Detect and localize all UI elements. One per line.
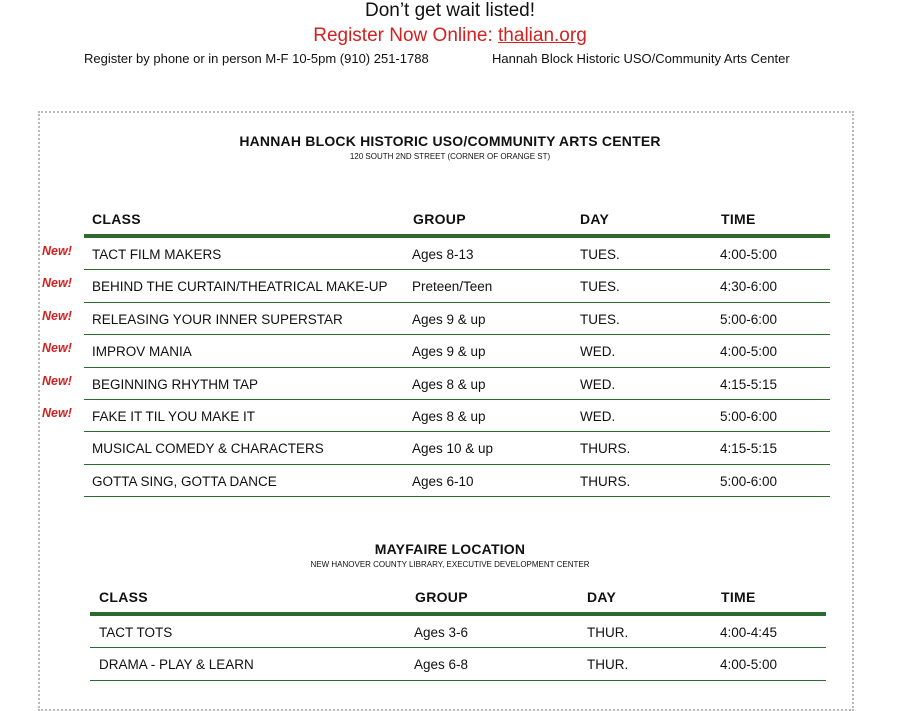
cell-class: MUSICAL COMEDY & CHARACTERS	[92, 441, 324, 457]
new-badge: New!	[42, 341, 72, 356]
tagline: Don’t get wait listed!	[364, 0, 536, 21]
table-row	[84, 465, 830, 497]
cell-group: Ages 6-8	[414, 657, 469, 673]
cell-time: 4:00-4:45	[720, 625, 778, 640]
cell-class: BEGINNING RHYTHM TAP	[92, 376, 259, 392]
cell-day: TUES.	[580, 311, 620, 327]
table-row	[42, 238, 830, 270]
cell-group: Ages 6-10	[412, 473, 474, 489]
schedule-table-hannah-block	[42, 202, 830, 497]
cell-group: Ages 8-13	[412, 247, 474, 262]
table-row	[90, 616, 826, 648]
cell-day: THUR.	[587, 657, 629, 673]
table-body	[42, 238, 830, 497]
table-header	[84, 202, 830, 238]
column-header-day: DAY	[587, 589, 617, 605]
column-header-time: TIME	[721, 589, 756, 605]
column-header-time: TIME	[721, 211, 756, 227]
cell-time: 4:00-5:00	[720, 657, 778, 673]
section-address-hannah-block: 120 SOUTH 2ND STREET (CORNER OF ORANGE ST)	[349, 152, 551, 161]
phone-registration-info: Register by phone or in person M-F 10-5pm (910) 251-1788	[84, 51, 429, 66]
table-header	[90, 580, 826, 616]
new-badge: New!	[42, 373, 72, 388]
cell-group: Ages 8 & up	[412, 376, 486, 392]
column-header-group: GROUP	[415, 589, 468, 605]
table-row	[42, 270, 830, 302]
new-badge: New!	[42, 276, 72, 291]
schedule-table-mayfaire	[90, 580, 826, 681]
cell-time: 5:00-6:00	[720, 408, 778, 424]
cell-day: WED.	[580, 408, 616, 424]
new-badge: New!	[42, 244, 72, 258]
cell-day: THURS.	[580, 441, 631, 457]
cell-time: 4:15-5:15	[720, 441, 778, 457]
table-body	[90, 616, 826, 681]
column-header-group: GROUP	[413, 211, 466, 227]
table-row	[42, 303, 830, 335]
column-header-class: CLASS	[92, 211, 141, 227]
section-title-mayfaire: MAYFAIRE LOCATION	[374, 541, 526, 557]
section-title-hannah-block: HANNAH BLOCK HISTORIC USO/COMMUNITY ARTS CENTER	[239, 133, 661, 149]
cell-class: GOTTA SING, GOTTA DANCE	[92, 473, 277, 489]
thalian-link[interactable]: thalian.org	[498, 25, 587, 46]
cell-class: DRAMA - PLAY & LEARN	[99, 657, 254, 673]
table-row	[90, 648, 826, 680]
venue-name: Hannah Block Historic USO/Community Arts Center	[492, 51, 790, 66]
table-row	[42, 335, 830, 367]
table-row	[84, 432, 830, 464]
cell-group: Ages 8 & up	[412, 408, 486, 424]
cell-time: 4:00-5:00	[720, 247, 778, 262]
cell-time: 5:00-6:00	[720, 473, 778, 489]
cell-class: IMPROV MANIA	[92, 344, 192, 360]
cell-group: Ages 10 & up	[412, 441, 494, 457]
cell-class: TACT FILM MAKERS	[92, 247, 222, 262]
new-badge: New!	[42, 308, 72, 323]
cell-time: 4:00-5:00	[720, 344, 778, 360]
cell-day: THURS.	[580, 473, 631, 489]
cell-class: BEHIND THE CURTAIN/THEATRICAL MAKE-UP	[92, 279, 388, 295]
cell-time: 5:00-6:00	[720, 311, 778, 327]
new-badge: New!	[42, 405, 72, 420]
section-address-mayfaire: NEW HANOVER COUNTY LIBRARY, EXECUTIVE DEVELOPMENT CENTER	[310, 560, 590, 569]
table-row	[42, 400, 830, 432]
cell-time: 4:30-6:00	[720, 279, 778, 295]
cell-class: RELEASING YOUR INNER SUPERSTAR	[92, 311, 343, 327]
cell-group: Ages 9 & up	[412, 344, 486, 360]
cell-class: TACT TOTS	[99, 625, 173, 640]
register-online-line	[0, 25, 900, 47]
cell-day: WED.	[580, 376, 616, 392]
table-row	[42, 368, 830, 400]
cell-day: WED.	[580, 344, 616, 360]
cell-day: THUR.	[587, 625, 629, 640]
register-prefix: Register Now Online:	[313, 25, 499, 46]
cell-group: Preteen/Teen	[412, 279, 493, 295]
cell-day: TUES.	[580, 279, 620, 295]
column-header-day: DAY	[580, 211, 610, 227]
cell-group: Ages 9 & up	[412, 311, 486, 327]
cell-day: TUES.	[580, 247, 620, 262]
cell-time: 4:15-5:15	[720, 376, 778, 392]
column-header-class: CLASS	[99, 589, 148, 605]
cell-group: Ages 3-6	[414, 625, 469, 640]
cell-class: FAKE IT TIL YOU MAKE IT	[92, 408, 256, 424]
